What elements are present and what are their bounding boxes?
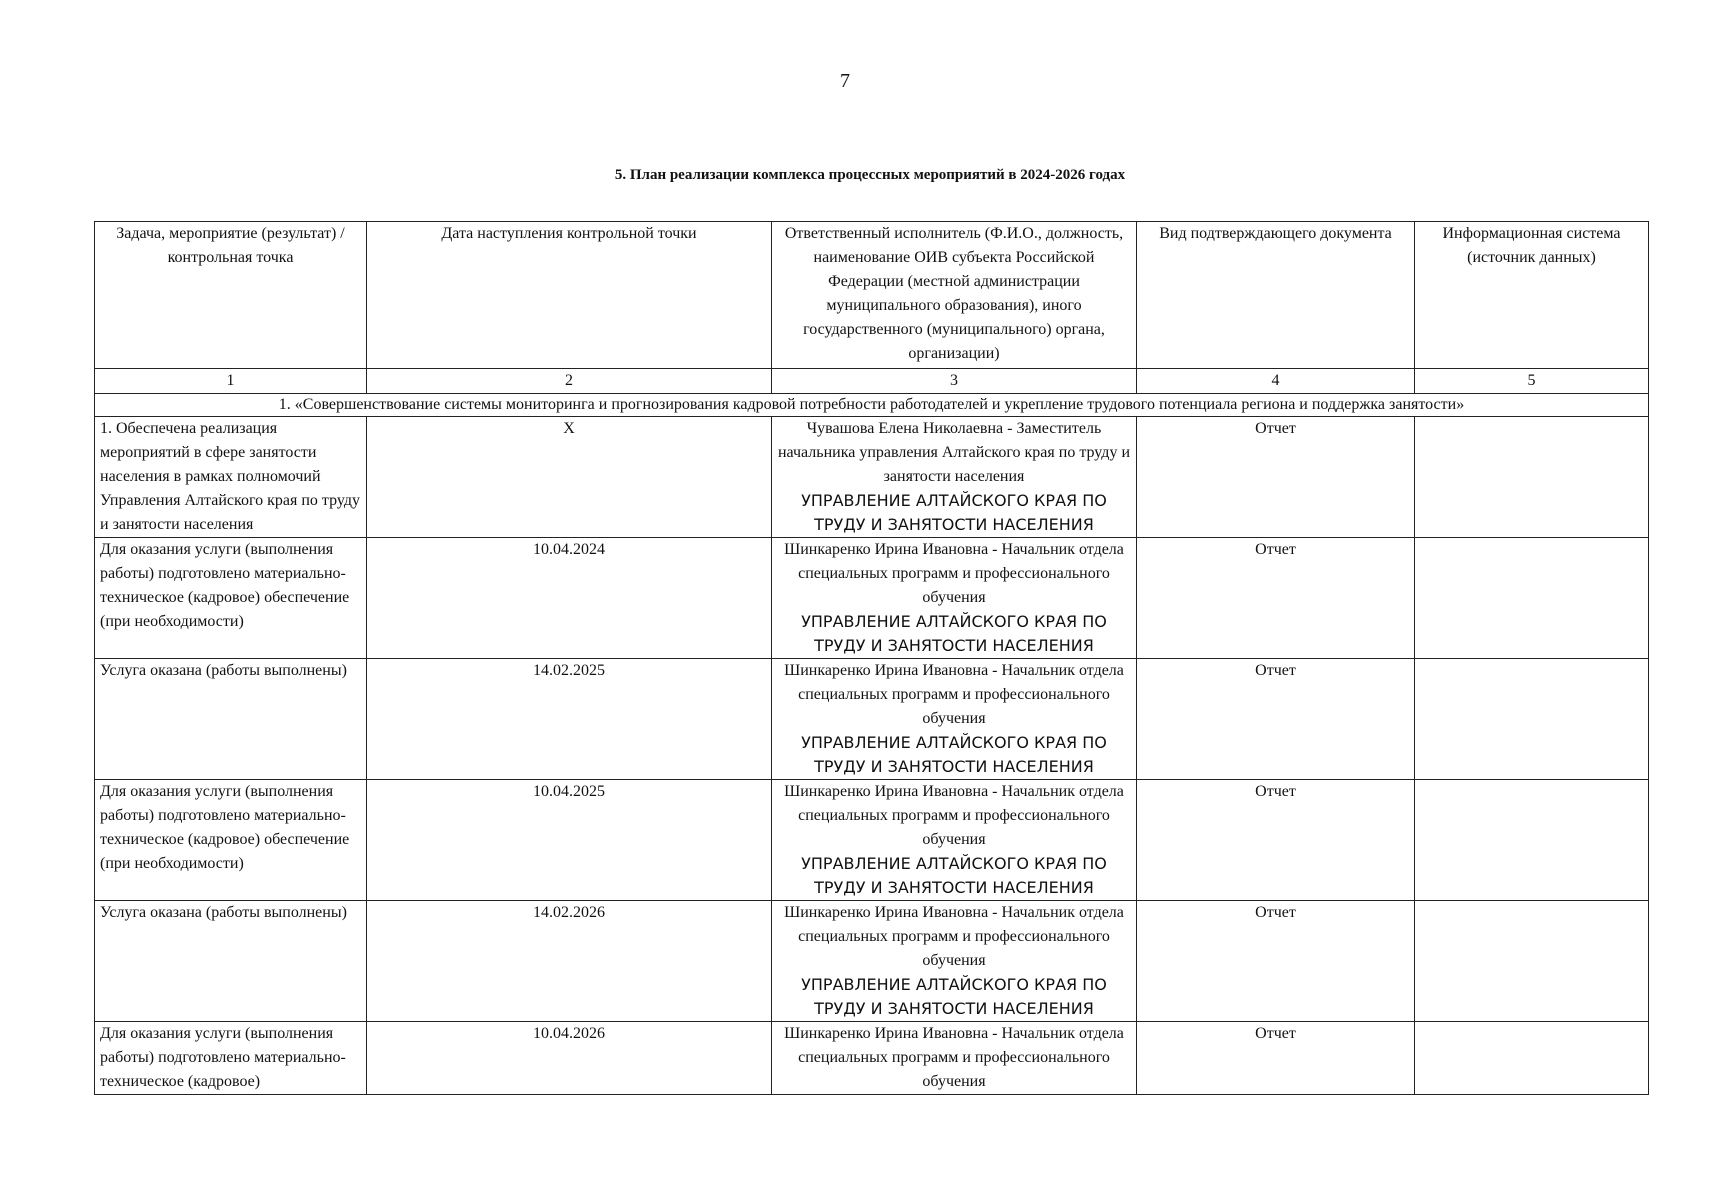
table-row [95,901,1649,1022]
document-cell: Отчет [1137,417,1415,538]
task-cell: Услуга оказана (работы выполнены) [95,901,367,1022]
responsible-person: Чувашова Елена Николаевна - Заместитель начальника управления Алтайского края по труду и занятости населения [777,420,1130,485]
info-system-cell [1415,659,1649,780]
table-row [95,417,1649,538]
document-cell: Отчет [1137,659,1415,780]
responsible-cell [772,417,1137,538]
info-system-cell [1415,901,1649,1022]
info-system-cell [1415,417,1649,538]
responsible-cell [772,538,1137,659]
date-cell: 10.04.2024 [367,538,772,659]
responsible-organization: УПРАВЛЕНИЕ АЛТАЙСКОГО КРАЯ ПО ТРУДУ И ЗАНЯТОСТИ НАСЕЛЕНИЯ [801,612,1107,655]
responsible-person: Шинкаренко Ирина Ивановна - Начальник отдела специальных программ и профессионального обучения [784,541,1124,606]
responsible-organization: УПРАВЛЕНИЕ АЛТАЙСКОГО КРАЯ ПО ТРУДУ И ЗАНЯТОСТИ НАСЕЛЕНИЯ [801,975,1107,1018]
header-date: Дата наступления контрольной точки [367,222,772,369]
task-cell: Для оказания услуги (выполнения работы) подготовлено материально-техническое (кадровое) обеспечение (при необходимости) [95,538,367,659]
responsible-person: Шинкаренко Ирина Ивановна - Начальник отдела специальных программ и профессионального обучения [784,1025,1124,1090]
column-number: 1 [95,369,367,394]
responsible-organization: УПРАВЛЕНИЕ АЛТАЙСКОГО КРАЯ ПО ТРУДУ И ЗАНЯТОСТИ НАСЕЛЕНИЯ [801,491,1107,534]
task-cell: Услуга оказана (работы выполнены) [95,659,367,780]
header-task: Задача, мероприятие (результат) / контрольная точка [95,222,367,369]
date-cell: 10.04.2026 [367,1022,772,1095]
date-cell: 14.02.2025 [367,659,772,780]
responsible-cell [772,780,1137,901]
task-cell: Для оказания услуги (выполнения работы) подготовлено материально-техническое (кадровое) обеспечение (при необходимости) [95,780,367,901]
header-responsible: Ответственный исполнитель (Ф.И.О., должность, наименование ОИВ субъекта Российской Федерации (местной администрации муниципального образования), иного государственного (муниципального) органа, организации) [772,222,1137,369]
column-number: 2 [367,369,772,394]
responsible-person: Шинкаренко Ирина Ивановна - Начальник отдела специальных программ и профессионального обучения [784,783,1124,848]
info-system-cell [1415,780,1649,901]
responsible-cell [772,901,1137,1022]
info-system-cell [1415,538,1649,659]
responsible-person: Шинкаренко Ирина Ивановна - Начальник отдела специальных программ и профессионального обучения [784,662,1124,727]
header-document: Вид подтверждающего документа [1137,222,1415,369]
document-cell: Отчет [1137,1022,1415,1095]
responsible-organization: УПРАВЛЕНИЕ АЛТАЙСКОГО КРАЯ ПО ТРУДУ И ЗАНЯТОСТИ НАСЕЛЕНИЯ [801,733,1107,776]
responsible-cell [772,1022,1137,1095]
implementation-plan-table [94,221,1649,1095]
column-number: 5 [1415,369,1649,394]
date-cell: X [367,417,772,538]
responsible-organization: УПРАВЛЕНИЕ АЛТАЙСКОГО КРАЯ ПО ТРУДУ И ЗАНЯТОСТИ НАСЕЛЕНИЯ [801,854,1107,897]
column-number-row [95,369,1649,394]
header-info-system: Информационная система (источник данных) [1415,222,1649,369]
column-number: 4 [1137,369,1415,394]
date-cell: 14.02.2026 [367,901,772,1022]
table-row [95,780,1649,901]
table-row [95,659,1649,780]
table-row [95,538,1649,659]
column-number: 3 [772,369,1137,394]
page-number: 7 [840,70,850,92]
responsible-cell [772,659,1137,780]
document-cell: Отчет [1137,780,1415,901]
section-title: 1. «Совершенствование системы мониторинга и прогнозирования кадровой потребности работодателей и укрепление трудового потенциала региона и поддержка занятости» [95,394,1649,417]
task-cell: 1. Обеспечена реализация мероприятий в сфере занятости населения в рамках полномочий Управления Алтайского края по труду и занятости населения [95,417,367,538]
section-row [95,394,1649,417]
date-cell: 10.04.2025 [367,780,772,901]
document-cell: Отчет [1137,901,1415,1022]
task-cell: Для оказания услуги (выполнения работы) подготовлено материально-техническое (кадровое) [95,1022,367,1095]
document-cell: Отчет [1137,538,1415,659]
info-system-cell [1415,1022,1649,1095]
table-row [95,1022,1649,1095]
table-header-row [95,222,1649,369]
document-title: 5. План реализации комплекса процессных мероприятий в 2024-2026 годах [614,167,1126,183]
responsible-person: Шинкаренко Ирина Ивановна - Начальник отдела специальных программ и профессионального обучения [784,904,1124,969]
